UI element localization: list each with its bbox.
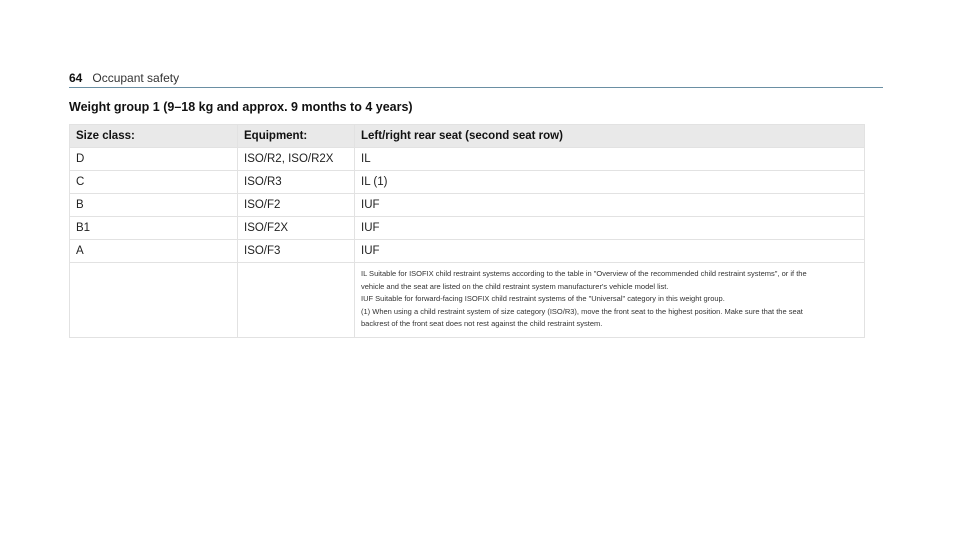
note-line: IUF Suitable for forward-facing ISOFIX child restraint systems of the "Universal" category in this weight group. bbox=[361, 294, 725, 303]
rear-seat-cell: IUF bbox=[355, 217, 865, 240]
header-divider bbox=[69, 87, 883, 88]
note-line: backrest of the front seat does not rest against the child restraint system. bbox=[361, 319, 603, 328]
table-row bbox=[70, 217, 865, 240]
equipment-cell: ISO/R2, ISO/R2X bbox=[238, 148, 355, 171]
note-line: (1) When using a child restraint system of size category (ISO/R3), move the front seat to the highest position. Make sure that the seat bbox=[361, 306, 803, 316]
rear-seat-cell: IL bbox=[355, 148, 865, 171]
equipment-cell: ISO/F3 bbox=[238, 240, 355, 263]
size-class-cell: D bbox=[70, 148, 238, 171]
column-header-size-class: Size class: bbox=[70, 125, 238, 148]
notes-cell bbox=[355, 263, 865, 338]
page-header bbox=[69, 71, 179, 85]
equipment-cell: ISO/R3 bbox=[238, 171, 355, 194]
size-class-cell: B1 bbox=[70, 217, 238, 240]
column-header-equipment: Equipment: bbox=[238, 125, 355, 148]
table-header-row bbox=[70, 125, 865, 148]
empty-cell bbox=[238, 263, 355, 338]
empty-cell bbox=[70, 263, 238, 338]
size-class-cell: B bbox=[70, 194, 238, 217]
rear-seat-cell: IL (1) bbox=[355, 171, 865, 194]
child-seat-table bbox=[69, 124, 865, 338]
table-row bbox=[70, 240, 865, 263]
rear-seat-cell: IUF bbox=[355, 194, 865, 217]
rear-seat-cell: IUF bbox=[355, 240, 865, 263]
table-row bbox=[70, 194, 865, 217]
weight-group-heading: Weight group 1 (9–18 kg and approx. 9 months to 4 years) bbox=[69, 100, 413, 114]
size-class-cell: A bbox=[70, 240, 238, 263]
column-header-rear-seat: Left/right rear seat (second seat row) bbox=[355, 125, 865, 148]
size-class-cell: C bbox=[70, 171, 238, 194]
notes-row bbox=[70, 263, 865, 338]
equipment-cell: ISO/F2X bbox=[238, 217, 355, 240]
page-number: 64 bbox=[69, 71, 83, 85]
note-line: vehicle and the seat are listed on the child restraint system manufacturer's vehicle model list. bbox=[361, 281, 669, 291]
equipment-cell: ISO/F2 bbox=[238, 194, 355, 217]
note-line: IL Suitable for ISOFIX child restraint systems according to the table in "Overview of the recommended child restraint systems", or if the bbox=[361, 269, 807, 278]
section-title: Occupant safety bbox=[92, 71, 180, 85]
table-row bbox=[70, 148, 865, 171]
table-row bbox=[70, 171, 865, 194]
